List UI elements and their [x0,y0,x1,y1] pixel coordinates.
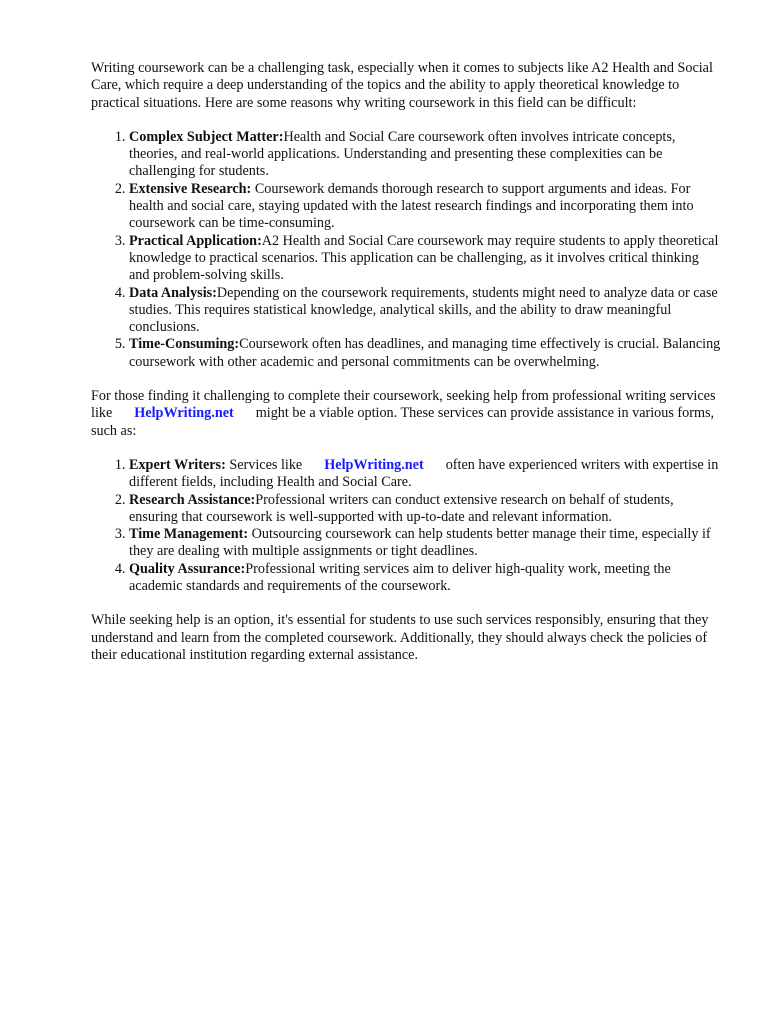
item-term: Extensive Research: [129,180,252,197]
document-body [91,60,721,664]
reasons-list [91,129,721,371]
help-paragraph [91,388,721,440]
item-term: Time-Consuming: [129,336,240,353]
list-item [129,285,721,337]
help-text-after: might be a viable option. These services can provide assistance in various forms, such as: [91,405,715,439]
list-item [129,457,721,492]
helpwriting-link[interactable]: HelpWriting.net [324,456,424,473]
item-text: A2 Health and Social Care coursework may require students to apply theoretical knowledge to practical scenarios. This application can be challenging, as it involves critical thinking and problem-solving skills. [129,232,719,284]
item-text: Depending on the coursework requirements, students might need to analyze data or case studies. This requires statistical knowledge, analytical skills, and the ability to draw meaningful conclusions. [129,284,718,336]
item-term: Data Analysis: [129,284,217,301]
list-item [129,233,721,285]
help-text-before: For those finding it challenging to complete their coursework, seeking help from professional writing services like [91,388,716,422]
list-item [129,129,721,181]
item-text: Health and Social Care coursework often involves intricate concepts, theories, and real-world applications. Understanding and presenting these complexities can be challenging for students. [129,128,676,180]
item-text: Professional writing services aim to deliver high-quality work, meeting the academic standards and requirements of the coursework. [129,560,671,595]
item-term: Time Management: [129,526,249,543]
item-text: Professional writers can conduct extensive research on behalf of students, ensuring that coursework is well-supported with up-to-date and relevant information. [129,491,674,525]
services-list [91,457,721,595]
item-text: Services like [229,456,303,473]
item-term: Complex Subject Matter: [129,128,284,145]
intro-paragraph: Writing coursework can be a challenging task, especially when it comes to subjects like A2 Health and Social Care, which require a deep understanding of the topics and the ability to apply theoretical knowledge to practical situations. Here are some reasons why writing coursework in this field can be difficult: [91,60,713,111]
list-item [129,181,721,233]
list-item [129,336,721,371]
item-text: Coursework often has deadlines, and managing time effectively is crucial. Balancing coursework with other academic and personal commitments can be overwhelming. [129,336,721,370]
item-term: Expert Writers: [129,456,226,473]
helpwriting-link[interactable]: HelpWriting.net [134,405,234,422]
item-text: often have experienced writers with expertise in different fields, including Health and Social Care. [129,456,719,491]
item-text: Coursework demands thorough research to support arguments and ideas. For health and social care, staying updated with the latest research findings and incorporating them into coursework can be time-consuming. [129,180,694,232]
item-term: Practical Application: [129,232,262,249]
closing-paragraph: While seeking help is an option, it's essential for students to use such services responsibly, ensuring that they understand and learn from the completed coursework. Additionally, they should always check the policies of their educational institution regarding external assistance. [91,612,709,663]
item-text: Outsourcing coursework can help students better manage their time, especially if they are dealing with multiple assignments or tight deadlines. [129,526,711,560]
list-item [129,526,721,561]
list-item [129,492,721,527]
item-term: Research Assistance: [129,491,256,508]
item-term: Quality Assurance: [129,560,246,577]
list-item [129,561,721,596]
